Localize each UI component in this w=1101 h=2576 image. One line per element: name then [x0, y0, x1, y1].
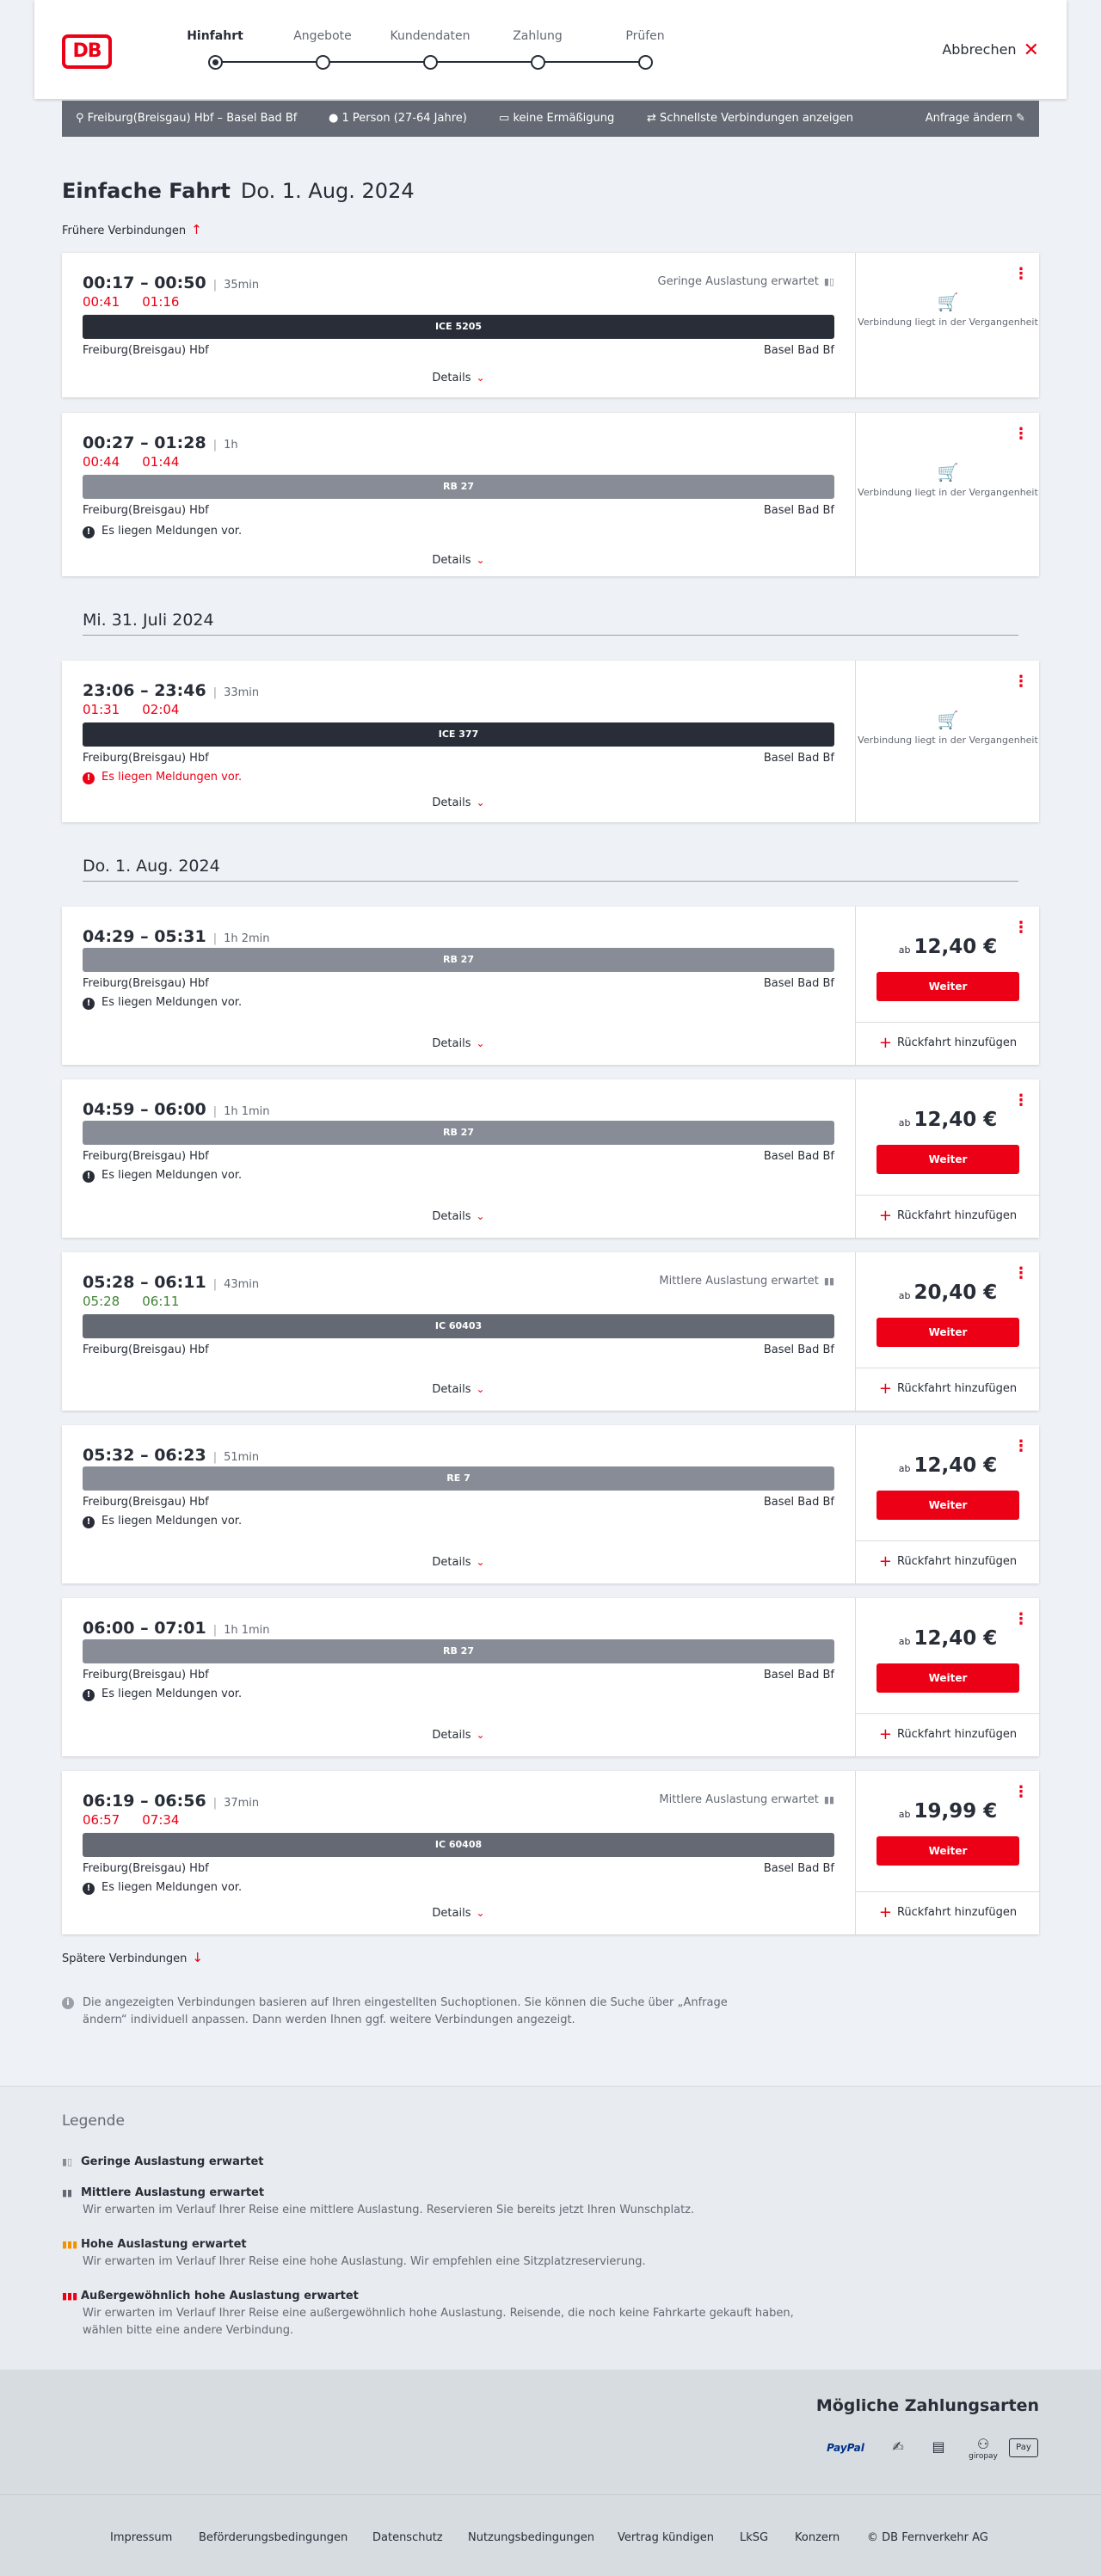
passenger-summary [329, 112, 467, 125]
occupancy-text: Mittlere Auslastung erwartet [659, 1793, 819, 1806]
connection-times [83, 927, 270, 946]
train-bar: RB 27 [83, 948, 834, 972]
add-return-trip-button[interactable] [856, 1022, 1040, 1065]
legend-item-medium [62, 2185, 836, 2219]
connection-times [83, 681, 259, 700]
earlier-label: Frühere Verbindungen [62, 224, 187, 237]
disruption-message[interactable] [83, 771, 242, 784]
realtime-arrival: 01:44 [142, 454, 180, 470]
occupancy-high-icon: ▮▮▮ [62, 2239, 78, 2250]
scheduled-times: 23:06 – 23:46 [83, 681, 206, 700]
step-kundendaten[interactable] [387, 29, 473, 70]
details-toggle[interactable] [62, 1729, 855, 1742]
connection-card[interactable] [62, 1598, 1039, 1756]
later-connections-link[interactable] [62, 1950, 203, 1965]
swap-arrows-icon: ⇄ [647, 112, 656, 125]
shopping-cart-icon: 🛒 [937, 710, 959, 730]
continue-button[interactable]: Weiter [876, 1145, 1019, 1174]
step-pruefen[interactable] [602, 29, 688, 70]
bahncard-icon: ▭ [499, 112, 510, 125]
destination-station: Basel Bad Bf [763, 1496, 834, 1509]
connection-main [62, 1425, 855, 1583]
connection-card[interactable] [62, 1425, 1039, 1583]
occupancy-text: Mittlere Auslastung erwartet [659, 1275, 819, 1288]
details-label: Details [432, 1210, 471, 1223]
connection-times [83, 274, 259, 292]
connection-card[interactable] [62, 1079, 1039, 1238]
connection-main [62, 413, 855, 576]
destination-station: Basel Bad Bf [763, 504, 834, 517]
giropay-label: giropay [969, 2452, 998, 2461]
search-info-note [62, 1995, 750, 2029]
occupancy-low-icon: ▮▯ [62, 2156, 73, 2167]
disruption-message[interactable] [83, 1688, 242, 1701]
details-toggle[interactable] [62, 1037, 855, 1050]
scheduled-times: 05:28 – 06:11 [83, 1273, 206, 1292]
connection-times [83, 1273, 259, 1292]
price [856, 1627, 1040, 1650]
more-options-icon[interactable]: ⋮ [1013, 1610, 1029, 1628]
connection-side [855, 413, 1039, 576]
day-separator: Mi. 31. Juli 2024 [83, 611, 1018, 636]
scheduled-times: 04:29 – 05:31 [83, 927, 206, 946]
connection-times [83, 1792, 259, 1811]
message-text: Es liegen Meldungen vor. [101, 1688, 243, 1700]
legend-text: Wir erwarten im Verlauf Ihrer Reise eine mittlere Auslastung. Reservieren Sie bereits jetzt Ihren Wunschplatz. [83, 2204, 695, 2216]
legend-title: Legende [62, 2112, 125, 2130]
details-toggle[interactable] [62, 554, 855, 567]
realtime-arrival: 02:04 [142, 702, 180, 717]
realtime-times [83, 1812, 201, 1828]
plus-icon: + [878, 1207, 892, 1225]
paypal-logo: PayPal [827, 2442, 864, 2454]
scheduled-times: 00:17 – 00:50 [83, 274, 206, 292]
connection-side [855, 661, 1039, 822]
connection-times [83, 1100, 270, 1119]
connection-card[interactable] [62, 1771, 1039, 1934]
details-toggle[interactable] [62, 1383, 855, 1396]
legend-label: Mittlere Auslastung erwartet [81, 2186, 265, 2199]
connection-main [62, 1771, 855, 1934]
duration: | 1h 1min [213, 1624, 270, 1637]
legend-label: Außergewöhnlich hohe Auslastung erwartet [81, 2290, 359, 2302]
chevron-down-icon: ⌄ [476, 1210, 485, 1222]
trip-type: Einfache Fahrt [62, 179, 231, 203]
train-bar: RB 27 [83, 475, 834, 499]
past-connection-notice [856, 462, 1040, 499]
legend-text: Wir erwarten im Verlauf Ihrer Reise eine außergewöhnlich hohe Auslastung. Reisende, die noch keine Fahrkarte gekauft haben, wählen bitte eine andere Verbindung. [83, 2307, 794, 2337]
disruption-message[interactable] [83, 525, 242, 538]
chevron-down-icon: ⌄ [476, 372, 485, 384]
realtime-departure: 01:31 [83, 702, 120, 717]
details-toggle[interactable] [62, 796, 855, 809]
connection-main [62, 1252, 855, 1411]
price-prefix: ab [898, 944, 911, 956]
connection-side [855, 1425, 1039, 1583]
passenger-text: 1 Person (27-64 Jahre) [341, 112, 467, 125]
footer-link-vertrag-kuendigen[interactable]: Vertrag kündigen [618, 2531, 714, 2544]
payment-title: Mögliche Zahlungsarten [815, 2396, 1039, 2415]
booking-header [34, 0, 1067, 99]
option-summary [647, 112, 853, 125]
chevron-down-icon: ⌄ [476, 796, 485, 808]
legend-section [0, 2086, 1101, 2370]
footer [0, 2494, 1101, 2576]
arrow-down-icon: ↓ [192, 1950, 203, 1965]
invoice-icon: ▤ [932, 2438, 945, 2455]
step-dot [638, 55, 653, 70]
shopping-cart-icon: 🛒 [937, 292, 959, 312]
connection-main [62, 1079, 855, 1238]
cancel-button[interactable] [942, 40, 1039, 61]
chevron-down-icon: ⌄ [476, 1729, 485, 1741]
connection-main [62, 253, 855, 397]
plus-icon: + [878, 1552, 892, 1571]
destination-station: Basel Bad Bf [763, 1669, 834, 1681]
connection-side [855, 1598, 1039, 1756]
continue-button[interactable]: Weiter [876, 1318, 1019, 1347]
info-icon: i [62, 1997, 74, 2009]
discount-text: keine Ermäßigung [513, 112, 615, 125]
return-trip-label: Rückfahrt hinzufügen [896, 1036, 1018, 1049]
past-label: Verbindung liegt in der Vergangenheit [858, 317, 1038, 328]
destination-station: Basel Bad Bf [763, 1343, 834, 1356]
more-options-icon[interactable]: ⋮ [1013, 425, 1029, 443]
legend-label: Hohe Auslastung erwartet [81, 2238, 247, 2251]
disruption-message[interactable] [83, 1169, 242, 1183]
continue-button[interactable]: Weiter [876, 972, 1019, 1001]
occupancy-medium-icon: ▮▮ [823, 1794, 834, 1805]
footer-link-impressum[interactable]: Impressum [110, 2531, 173, 2544]
price-value: 12,40 € [913, 1109, 998, 1131]
return-trip-label: Rückfahrt hinzufügen [896, 1209, 1018, 1222]
details-label: Details [432, 1729, 471, 1742]
past-connection-notice [856, 292, 1040, 329]
continue-button[interactable]: Weiter [876, 1836, 1019, 1866]
footer-link-befoerderungsbedingungen[interactable]: Beförderungsbedingungen [199, 2531, 348, 2544]
more-options-icon[interactable]: ⋮ [1013, 1783, 1029, 1801]
realtime-arrival: 06:11 [142, 1294, 180, 1309]
origin-station: Freiburg(Breisgau) Hbf [83, 1496, 209, 1509]
step-label: Prüfen [625, 29, 665, 43]
step-label: Kundendaten [390, 29, 471, 43]
duration: | 35min [213, 279, 259, 292]
return-trip-label: Rückfahrt hinzufügen [896, 1728, 1018, 1741]
train-bar: IC 60403 [83, 1314, 834, 1338]
alert-icon: ! [83, 526, 95, 538]
legend-item-low [62, 2154, 836, 2171]
details-label: Details [432, 1037, 471, 1050]
connection-main [62, 907, 855, 1065]
price-value: 19,99 € [913, 1800, 998, 1823]
footer-link-konzern[interactable]: Konzern [795, 2531, 840, 2544]
details-label: Details [432, 1907, 471, 1920]
details-toggle[interactable] [62, 372, 855, 384]
message-text: Es liegen Meldungen vor. [101, 1515, 243, 1528]
info-text: Die angezeigten Verbindungen basieren auf Ihren eingestellten Suchoptionen. Sie können die Suche über „Anfrage ändern“ individuell anpassen. Dann werden Ihnen ggf. weitere Verbindungen angezeigt. [83, 1996, 728, 2026]
chevron-down-icon: ⌄ [476, 1383, 485, 1395]
price [856, 1282, 1040, 1304]
page-title [62, 179, 415, 203]
step-dot [316, 55, 330, 70]
scheduled-times: 06:00 – 07:01 [83, 1619, 206, 1638]
footer-link-lksg[interactable]: LkSG [740, 2531, 769, 2544]
more-options-icon[interactable]: ⋮ [1013, 1091, 1029, 1110]
message-text: Es liegen Meldungen vor. [101, 1169, 243, 1182]
price-value: 12,40 € [913, 1454, 998, 1477]
message-text: Es liegen Meldungen vor. [101, 996, 243, 1009]
occupancy-indicator [659, 1793, 834, 1806]
step-dot [208, 55, 223, 70]
arrow-up-icon: ↑ [191, 222, 202, 237]
origin-station: Freiburg(Breisgau) Hbf [83, 344, 209, 357]
destination-station: Basel Bad Bf [763, 1862, 834, 1875]
price-value: 12,40 € [913, 1627, 998, 1650]
occupancy-indicator [659, 1275, 834, 1288]
message-text: Es liegen Meldungen vor. [101, 1881, 243, 1894]
progress-stepper [181, 29, 665, 72]
details-label: Details [432, 1383, 471, 1396]
query-summary-bar [62, 101, 1039, 137]
legend-label: Geringe Auslastung erwartet [81, 2155, 264, 2168]
origin-station: Freiburg(Breisgau) Hbf [83, 1343, 209, 1356]
db-logo[interactable]: DB [62, 34, 112, 69]
legend-text: Wir erwarten im Verlauf Ihrer Reise eine hohe Auslastung. Wir empfehlen eine Sitzplatzreservierung. [83, 2255, 646, 2268]
past-connection-notice [856, 710, 1040, 747]
connection-card[interactable] [62, 1252, 1039, 1411]
scheduled-times: 05:32 – 06:23 [83, 1446, 206, 1465]
legend-item-exceptional [62, 2288, 836, 2339]
chevron-down-icon: ⌄ [476, 1556, 485, 1568]
past-label: Verbindung liegt in der Vergangenheit [858, 735, 1038, 746]
origin-station: Freiburg(Breisgau) Hbf [83, 1862, 209, 1875]
alert-icon: ! [83, 998, 95, 1010]
occupancy-medium-icon: ▮▮ [62, 2187, 73, 2198]
route-summary [76, 112, 297, 125]
realtime-times [83, 702, 201, 717]
realtime-times [83, 294, 201, 310]
chevron-down-icon: ⌄ [476, 554, 485, 566]
plus-icon: + [878, 1034, 892, 1052]
plus-icon: + [878, 1380, 892, 1398]
price [856, 936, 1040, 958]
step-zahlung[interactable] [495, 29, 581, 70]
details-label: Details [432, 372, 471, 384]
day-separator: Do. 1. Aug. 2024 [83, 857, 1018, 882]
giropay-logo: ⚇ giropay [964, 2438, 1002, 2457]
train-bar: RB 27 [83, 1121, 834, 1145]
change-query-label: Anfrage ändern [925, 112, 1012, 125]
price-value: 12,40 € [913, 936, 998, 958]
apple-pay-icon: Pay [1009, 2438, 1038, 2457]
details-toggle[interactable] [62, 1907, 855, 1920]
connection-card[interactable] [62, 907, 1039, 1065]
duration: | 1h 2min [213, 932, 270, 945]
alert-icon: ! [83, 1171, 95, 1183]
train-bar: RE 7 [83, 1466, 834, 1491]
price-prefix: ab [898, 1636, 911, 1647]
realtime-times [83, 1294, 201, 1309]
duration: | 33min [213, 686, 259, 699]
occupancy-low-icon: ▮▯ [823, 276, 834, 287]
realtime-times [83, 454, 201, 470]
step-label: Angebote [293, 29, 352, 43]
connection-side [855, 1079, 1039, 1238]
duration: | 43min [213, 1278, 259, 1291]
alert-icon: ! [83, 1689, 95, 1701]
price [856, 1109, 1040, 1131]
price [856, 1454, 1040, 1477]
past-label: Verbindung liegt in der Vergangenheit [858, 487, 1038, 498]
train-bar: IC 60408 [83, 1833, 834, 1857]
price-prefix: ab [898, 1290, 911, 1301]
footer-link-datenschutz[interactable]: Datenschutz [372, 2531, 443, 2544]
pencil-icon: ✎ [1016, 112, 1025, 125]
chevron-down-icon: ⌄ [476, 1907, 485, 1919]
price-prefix: ab [898, 1809, 911, 1820]
footer-copyright: © DB Fernverkehr AG [867, 2531, 988, 2544]
scheduled-times: 06:19 – 06:56 [83, 1792, 206, 1811]
option-text: Schnellste Verbindungen anzeigen [660, 112, 853, 125]
earlier-connections-link[interactable] [62, 222, 202, 237]
realtime-arrival: 07:34 [142, 1812, 180, 1828]
price [856, 1800, 1040, 1823]
duration: | 1h [213, 439, 238, 452]
occupancy-text: Geringe Auslastung erwartet [657, 275, 819, 288]
step-angebote[interactable] [280, 29, 366, 70]
step-label: Zahlung [513, 29, 563, 43]
continue-button[interactable]: Weiter [876, 1663, 1019, 1693]
connection-main [62, 1598, 855, 1756]
origin-station: Freiburg(Breisgau) Hbf [83, 1150, 209, 1163]
train-bar: ICE 5205 [83, 315, 834, 339]
details-toggle[interactable] [62, 1210, 855, 1223]
occupancy-exceptional-icon: ▮▮▮ [62, 2290, 78, 2302]
add-return-trip-button[interactable] [856, 1195, 1040, 1238]
step-label: Hinfahrt [187, 29, 243, 43]
chevron-down-icon: ⌄ [476, 1037, 485, 1049]
price-prefix: ab [898, 1463, 911, 1474]
disruption-message[interactable] [83, 1515, 242, 1528]
cancel-label: Abbrechen [942, 41, 1017, 58]
legend-item-high [62, 2236, 836, 2271]
route-text: Freiburg(Breisgau) Hbf – Basel Bad Bf [87, 112, 298, 125]
connection-main [62, 661, 855, 822]
close-icon: ✕ [1023, 40, 1039, 61]
disruption-message[interactable] [83, 1881, 242, 1895]
add-return-trip-button[interactable] [856, 1891, 1040, 1934]
disruption-message[interactable] [83, 996, 242, 1010]
occupancy-medium-icon: ▮▮ [823, 1276, 834, 1287]
destination-station: Basel Bad Bf [763, 1150, 834, 1163]
message-text: Es liegen Meldungen vor. [101, 525, 243, 538]
occupancy-indicator [658, 275, 834, 288]
plus-icon: + [878, 1903, 892, 1921]
price-prefix: ab [898, 1117, 911, 1128]
direct-debit-icon: ✍ [892, 2438, 904, 2455]
add-return-trip-button[interactable] [856, 1540, 1040, 1583]
realtime-departure: 05:28 [83, 1294, 120, 1309]
add-return-trip-button[interactable] [856, 1713, 1040, 1756]
scheduled-times: 00:27 – 01:28 [83, 433, 206, 452]
payment-methods-section [0, 2370, 1101, 2494]
details-label: Details [432, 796, 471, 809]
alert-icon: ! [83, 1516, 95, 1528]
realtime-departure: 06:57 [83, 1812, 120, 1828]
step-dot [531, 55, 545, 70]
step-dot [423, 55, 438, 70]
scheduled-times: 04:59 – 06:00 [83, 1100, 206, 1119]
destination-station: Basel Bad Bf [763, 344, 834, 357]
origin-station: Freiburg(Breisgau) Hbf [83, 977, 209, 990]
later-label: Spätere Verbindungen [62, 1952, 188, 1965]
connection-side [855, 1771, 1039, 1934]
details-label: Details [432, 554, 471, 567]
continue-button[interactable]: Weiter [876, 1491, 1019, 1520]
price-value: 20,40 € [913, 1282, 998, 1304]
origin-station: Freiburg(Breisgau) Hbf [83, 504, 209, 517]
duration: | 37min [213, 1797, 259, 1810]
return-trip-label: Rückfahrt hinzufügen [896, 1382, 1018, 1395]
connection-side [855, 253, 1039, 397]
realtime-departure: 00:44 [83, 454, 120, 470]
add-return-trip-button[interactable] [856, 1368, 1040, 1411]
more-options-icon[interactable]: ⋮ [1013, 673, 1029, 691]
person-icon: ● [329, 112, 339, 125]
return-trip-label: Rückfahrt hinzufügen [896, 1906, 1018, 1919]
trip-date: Do. 1. Aug. 2024 [240, 179, 415, 203]
details-label: Details [432, 1556, 471, 1569]
train-bar: RB 27 [83, 1639, 834, 1663]
origin-station: Freiburg(Breisgau) Hbf [83, 752, 209, 765]
change-query-button[interactable] [926, 112, 1025, 125]
duration: | 1h 1min [213, 1105, 270, 1118]
location-pin-icon: ⚲ [76, 112, 84, 125]
more-options-icon[interactable]: ⋮ [1013, 919, 1029, 937]
realtime-departure: 00:41 [83, 294, 120, 310]
shopping-cart-icon: 🛒 [937, 462, 959, 483]
train-bar: ICE 377 [83, 722, 834, 747]
footer-link-nutzungsbedingungen[interactable]: Nutzungsbedingungen [468, 2531, 594, 2544]
discount-summary [499, 112, 614, 125]
more-options-icon[interactable]: ⋮ [1013, 265, 1029, 283]
connection-side [855, 1252, 1039, 1411]
connection-card[interactable] [62, 253, 1039, 397]
more-options-icon[interactable]: ⋮ [1013, 1264, 1029, 1282]
details-toggle[interactable] [62, 1556, 855, 1569]
connection-times [83, 1619, 270, 1638]
destination-station: Basel Bad Bf [763, 752, 834, 765]
return-trip-label: Rückfahrt hinzufügen [896, 1555, 1018, 1568]
step-hinfahrt[interactable] [172, 29, 258, 70]
more-options-icon[interactable]: ⋮ [1013, 1437, 1029, 1455]
origin-station: Freiburg(Breisgau) Hbf [83, 1669, 209, 1681]
connection-side [855, 907, 1039, 1065]
alert-icon: ! [83, 772, 95, 784]
duration: | 51min [213, 1451, 259, 1464]
connection-times [83, 433, 238, 452]
connection-card[interactable] [62, 661, 1039, 822]
alert-icon: ! [83, 1883, 95, 1895]
destination-station: Basel Bad Bf [763, 977, 834, 990]
message-text: Es liegen Meldungen vor. [101, 771, 243, 784]
connection-card[interactable] [62, 413, 1039, 576]
plus-icon: + [878, 1725, 892, 1743]
connection-times [83, 1446, 259, 1465]
realtime-arrival: 01:16 [142, 294, 180, 310]
